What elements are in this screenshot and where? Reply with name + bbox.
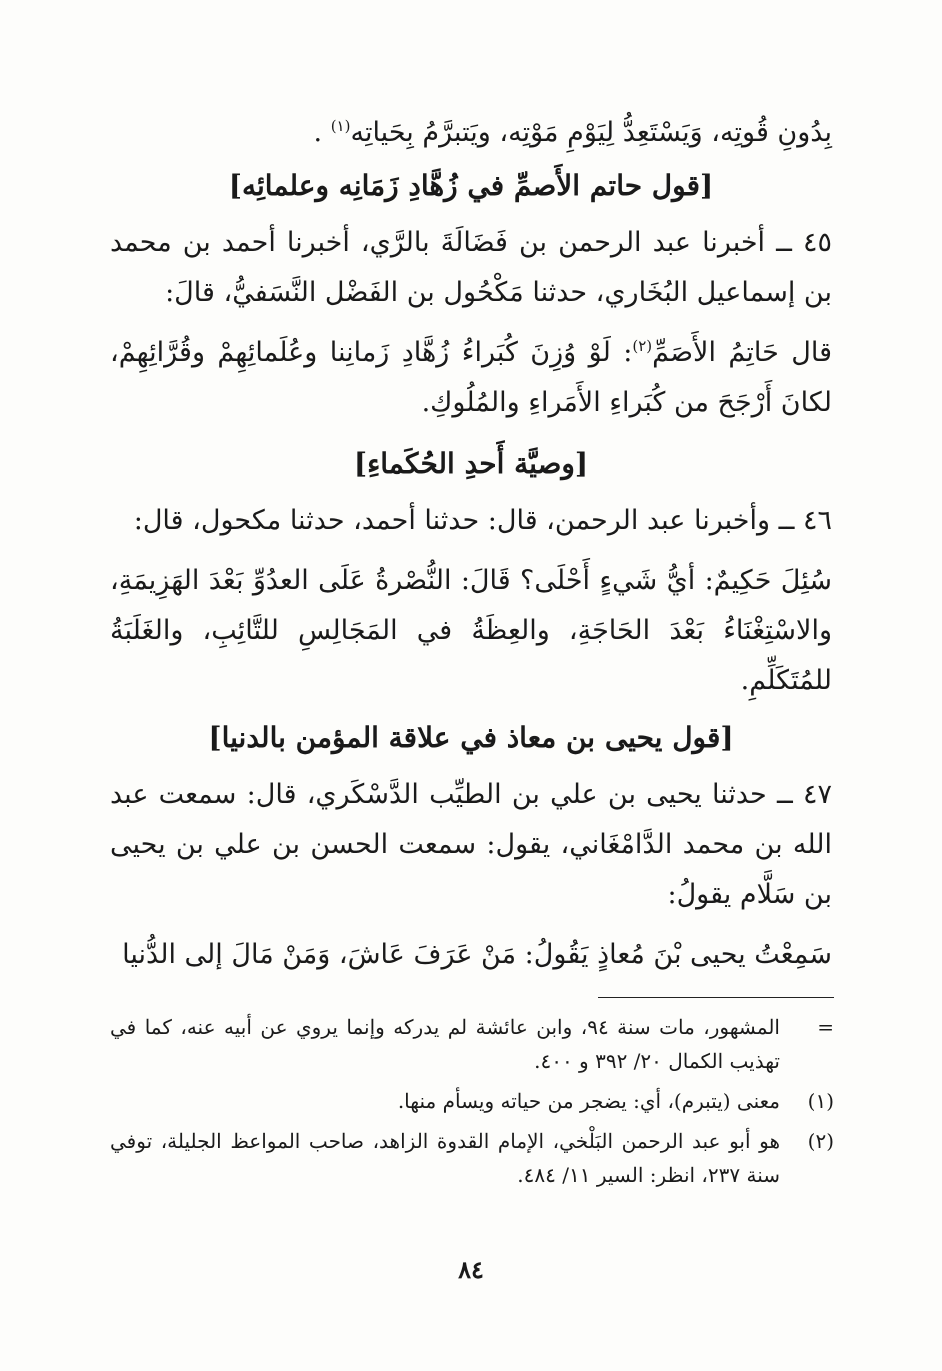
footnote-2 [110,1124,834,1192]
footnote-text: المشهور، مات سنة ٩٤، وابن عائشة لم يدركه وإنما يروي عن أبيه عنه، كما في تهذيب الكمال ٢٠/ ٣٩٢ و ٤٠٠. [110,1015,780,1073]
footnote-mark: (١) [807,1089,834,1113]
footnote-mark: (٢) [807,1129,834,1153]
paragraph-sage-quote: سُئِلَ حَكِيمٌ: أيُّ شَيءٍ أَحْلَى؟ قَالَ: النُّصْرةُ عَلَى العدُوِّ بَعْدَ الهَزِيمَةِ، والاسْتِغْنَاءُ بَعْدَ الحَاجَةِ، والعِظَةُ في المَجَالِسِ للتَّائِبِ، والغَلَبَةُ للمُتَكَلِّمِ. [110,565,832,696]
footnote-continued [110,1010,834,1078]
paragraph-yahya-quote: سَمِعْتُ يحيى بْنَ مُعاذٍ يَقُولُ: مَنْ عَرَفَ عَاشَ، وَمَنْ مَالَ إلى الدُّنيا [122,939,832,970]
paragraph-47: ٤٧ ــ حدثنا يحيى بن علي بن الطيِّب الدَّسْكَري، قال: سمعت عبد الله بن محمد الدَّامْغَاني، يقول: سمعت الحسن بن علي بن يحيى بن سَلَّام يقولُ: [110,779,832,910]
text-span: قال حَاتِمُ الأَصَمِّ [652,337,832,368]
text-span: . [313,117,331,148]
main-text [110,108,832,980]
footnote-1 [110,1084,834,1118]
footnote-mark: = [817,1015,834,1039]
footnote-text: معنى (يتبرم)، أي: يضجر من حياته ويسأم منها. [397,1089,780,1113]
footnote-ref-2: (٢) [632,337,653,355]
footnote-text: هو أبو عبد الرحمن البَلْخي، الإمام القدوة الزاهد، صاحب المواعظ الجليلة، توفي سنة ٢٣٧، انظر: السير ١١/ ٤٨٤. [110,1129,780,1187]
paragraph-45: ٤٥ ــ أخبرنا عبد الرحمن بن فَضَالَةَ بالرَّي، أخبرنا أحمد بن محمد بن إسماعيل البُخَاري، حدثنا مَكْحُول بن الفَضْل النَّسَفيُّ، قالَ: [110,227,832,308]
footnotes [110,1010,834,1198]
section-heading-hatim: [قول حاتم الأَصمِّ في زُهَّادِ زَمَانِه وعلمائِه] [228,169,714,202]
paragraph-46: ٤٦ ــ وأخبرنا عبد الرحمن، قال: حدثنا أحمد، حدثنا مكحول، قال: [133,505,832,536]
paragraph-continued [110,108,832,158]
text-span: بِدُونِ قُوتِه، وَيَسْتَعِدُّ لِيَوْمِ مَوْتِه، ويَتبرَّمُ بِحَياتِه [350,117,832,148]
footnote-ref-1: (١) [330,117,351,135]
paragraph-hatim-quote [110,328,832,428]
page-number: ٨٤ [458,1255,484,1284]
section-heading-wisdom: [وصيَّة أَحدِ الحُكَماءِ] [353,447,589,480]
text-span: : لَوْ وُزِنَ كُبَراءُ زُهَّادِ زَمانِنا وعُلَمائِهِمْ وقُرَّائِهِمْ، لكانَ أَرْجَحَ من كُبَراءِ الأَمَراءِ والمُلُوكِ. [110,337,832,418]
footnote-divider [598,997,834,998]
section-heading-yahya: [قول يحيى بن معاذ في علاقة المؤمن بالدنيا] [208,721,734,754]
